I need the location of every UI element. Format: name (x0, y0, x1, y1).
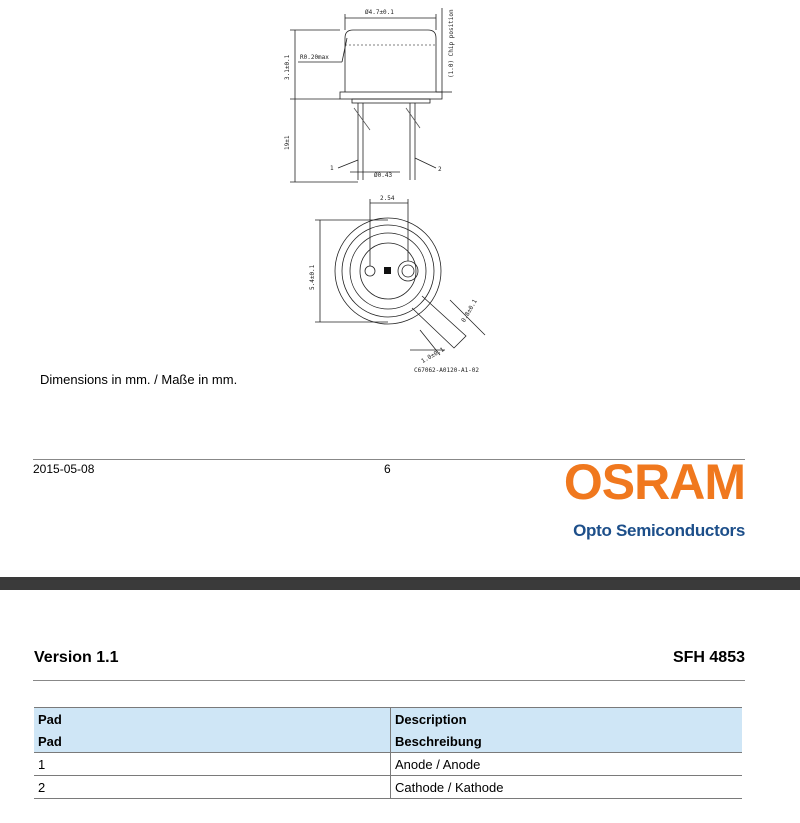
footer-page-number: 6 (384, 462, 391, 476)
dim-tab-length: 1.0±0.1 (420, 346, 446, 365)
product-name: SFH 4853 (672, 649, 745, 666)
table-row (34, 776, 742, 799)
package-outline-drawing (270, 0, 520, 380)
header-description-en: Description (391, 708, 743, 731)
pad-number: 1 (34, 753, 391, 776)
page-separator (0, 577, 800, 590)
pad-table (34, 707, 742, 799)
header-description-de: Beschreibung (391, 730, 743, 753)
drawing-number: C67062-A0120-A1-02 (414, 367, 480, 374)
pad-table-header-en (34, 708, 742, 731)
header-pad-de: Pad (34, 730, 391, 753)
pin-1-label: 1 (330, 165, 334, 172)
document-version: Version 1.1 (34, 649, 119, 666)
pad-number: 2 (34, 776, 391, 799)
pad-description: Cathode / Kathode (391, 776, 743, 799)
dim-cap-height: 3.1±0.1 (284, 54, 291, 80)
osram-logo: OSRAM (563, 454, 745, 510)
dim-base-diameter: 5.4±0.1 (309, 264, 316, 290)
table-row (34, 753, 742, 776)
dim-chip-position: (1.0) Chip position (448, 9, 455, 78)
dim-lead-diameter: Ø0.43 (374, 172, 393, 179)
dim-tab-width: 0.8±0.1 (460, 298, 479, 324)
dim-pitch: 2.54 (380, 195, 395, 202)
dim-lead-length: 19±1 (284, 135, 291, 150)
pad-table-header-de (34, 730, 742, 753)
pad-description: Anode / Anode (391, 753, 743, 776)
dim-radius: R0.20max (300, 54, 329, 61)
dim-cap-diameter: Ø4.7±0.1 (365, 9, 394, 16)
chip-marker (384, 267, 391, 274)
header-rule (33, 680, 745, 681)
footer-date: 2015-05-08 (33, 462, 95, 476)
osram-logo-subtitle: Opto Semiconductors (573, 521, 745, 540)
dimensions-caption: Dimensions in mm. / Maße in mm. (40, 372, 238, 387)
page-bottom (0, 590, 800, 823)
header-pad-en: Pad (34, 708, 391, 731)
pin-2-label: 2 (438, 166, 442, 173)
